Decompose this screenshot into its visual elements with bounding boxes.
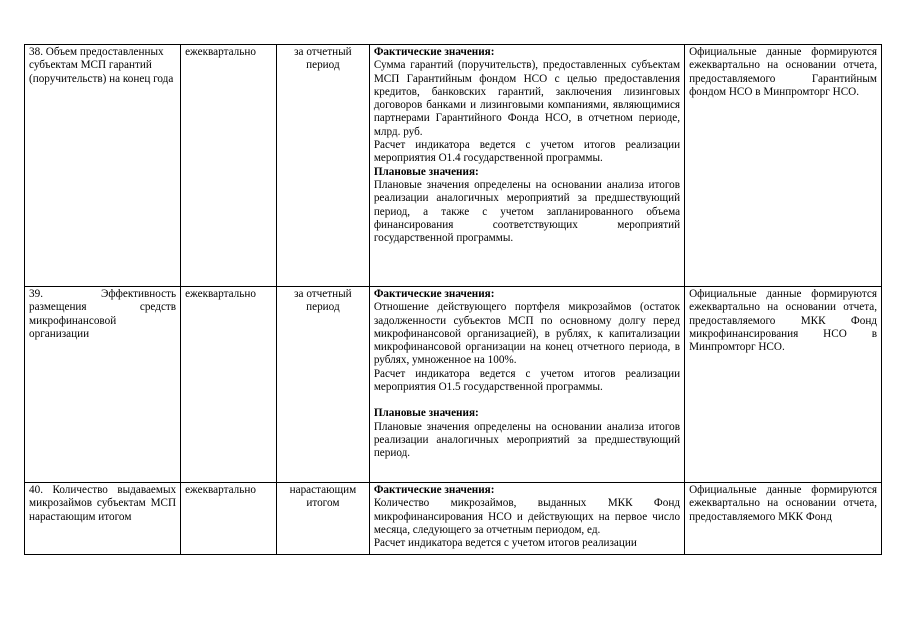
- period-cell: [276, 483, 369, 555]
- plan-text: Плановые значения определены на основании анализа итогов реализации аналогичных мероприятий за предшествующий период.: [373, 420, 681, 460]
- indicator-cell: [25, 483, 181, 555]
- frequency-text: ежеквартально: [185, 484, 256, 496]
- indicators-table: [24, 44, 882, 555]
- method-cell: [369, 483, 684, 555]
- plan-text: Плановые значения определены на основании анализа итогов реализации аналогичных мероприятий за предшествующий период, а также с учетом запланированного объема финансирования соответствующих мероприятий государственной программы.: [373, 178, 681, 245]
- calc-text: Расчет индикатора ведется с учетом итогов реализации мероприятия О1.4 государственной программы.: [373, 139, 681, 165]
- source-text: Официальные данные формируются ежеквартально на основании отчета, предоставляемого Гарантийным фондом НСО в Минпромторг НСО.: [689, 46, 877, 98]
- method-cell: [369, 45, 684, 287]
- table-row: [25, 287, 882, 483]
- method-cell: [369, 287, 684, 483]
- spacer: [374, 394, 680, 407]
- actual-heading: Фактические значения:: [373, 484, 495, 496]
- table-row: [25, 483, 882, 555]
- period-text: за отчетный период: [294, 288, 352, 314]
- actual-text: Сумма гарантий (поручительств), предоставленных субъектам МСП Гарантийным фондом НСО с целью предоставления кредитов, банковских гарантий, заключения лизинговых договоров банками и лизинговыми компаниями, являющимися партнерами Гарантийного Фонда НСО, в отчетном периоде, млрд. руб.: [373, 59, 681, 138]
- frequency-cell: [181, 45, 277, 287]
- indicator-cell: [25, 45, 181, 287]
- plan-heading: Плановые значения:: [373, 407, 479, 420]
- plan-heading: Плановые значения:: [373, 165, 479, 178]
- source-cell: [685, 483, 882, 555]
- indicator-cell: [25, 287, 181, 483]
- period-text: нарастающим итогом: [289, 484, 357, 510]
- actual-heading: Фактические значения:: [373, 46, 495, 58]
- actual-text: Отношение действующего портфеля микрозаймов (остаток задолженности субъектов МСП по основному долгу перед микрофинансовой организацией), в рублях, к капитализации микрофинансовой организации на конец отчетного периода, в рублях, умноженное на 100%.: [373, 301, 681, 367]
- calc-text: Расчет индикатора ведется с учетом итогов реализации мероприятия О1.5 государственной программы.: [373, 367, 681, 394]
- source-cell: [685, 287, 882, 483]
- period-cell: [276, 287, 369, 483]
- period-text: за отчетный период: [294, 46, 352, 72]
- source-cell: [685, 45, 882, 287]
- calc-text: Расчет индикатора ведется с учетом итогов реализации: [373, 537, 637, 550]
- table-row: [25, 45, 882, 287]
- indicator-name: 38. Объем предоставленных субъектам МСП гарантий (поручительств) на конец года: [29, 46, 174, 85]
- frequency-cell: [181, 287, 277, 483]
- frequency-cell: [181, 483, 277, 555]
- actual-heading: Фактические значения:: [373, 288, 495, 300]
- indicator-name: 39. Эффективность размещения средств микрофинансовой организации: [29, 288, 177, 340]
- frequency-text: ежеквартально: [185, 46, 256, 58]
- period-cell: [276, 45, 369, 287]
- indicator-name: 40. Количество выдаваемых микрозаймов субъектам МСП нарастающим итогом: [29, 484, 177, 523]
- frequency-text: ежеквартально: [185, 288, 256, 300]
- actual-text: Количество микрозаймов, выданных МКК Фонд микрофинансирования НСО и действующих на первое число месяца, следующего за отчетным периодом, ед.: [373, 497, 681, 536]
- source-text: Официальные данные формируются ежеквартально на основании отчета, предоставляемого МКК Фонд: [689, 484, 877, 523]
- source-text: Официальные данные формируются ежеквартально на основании отчета, предоставляемого МКК Фонд микрофинансирования НСО в Минпромторг НСО.: [689, 288, 877, 354]
